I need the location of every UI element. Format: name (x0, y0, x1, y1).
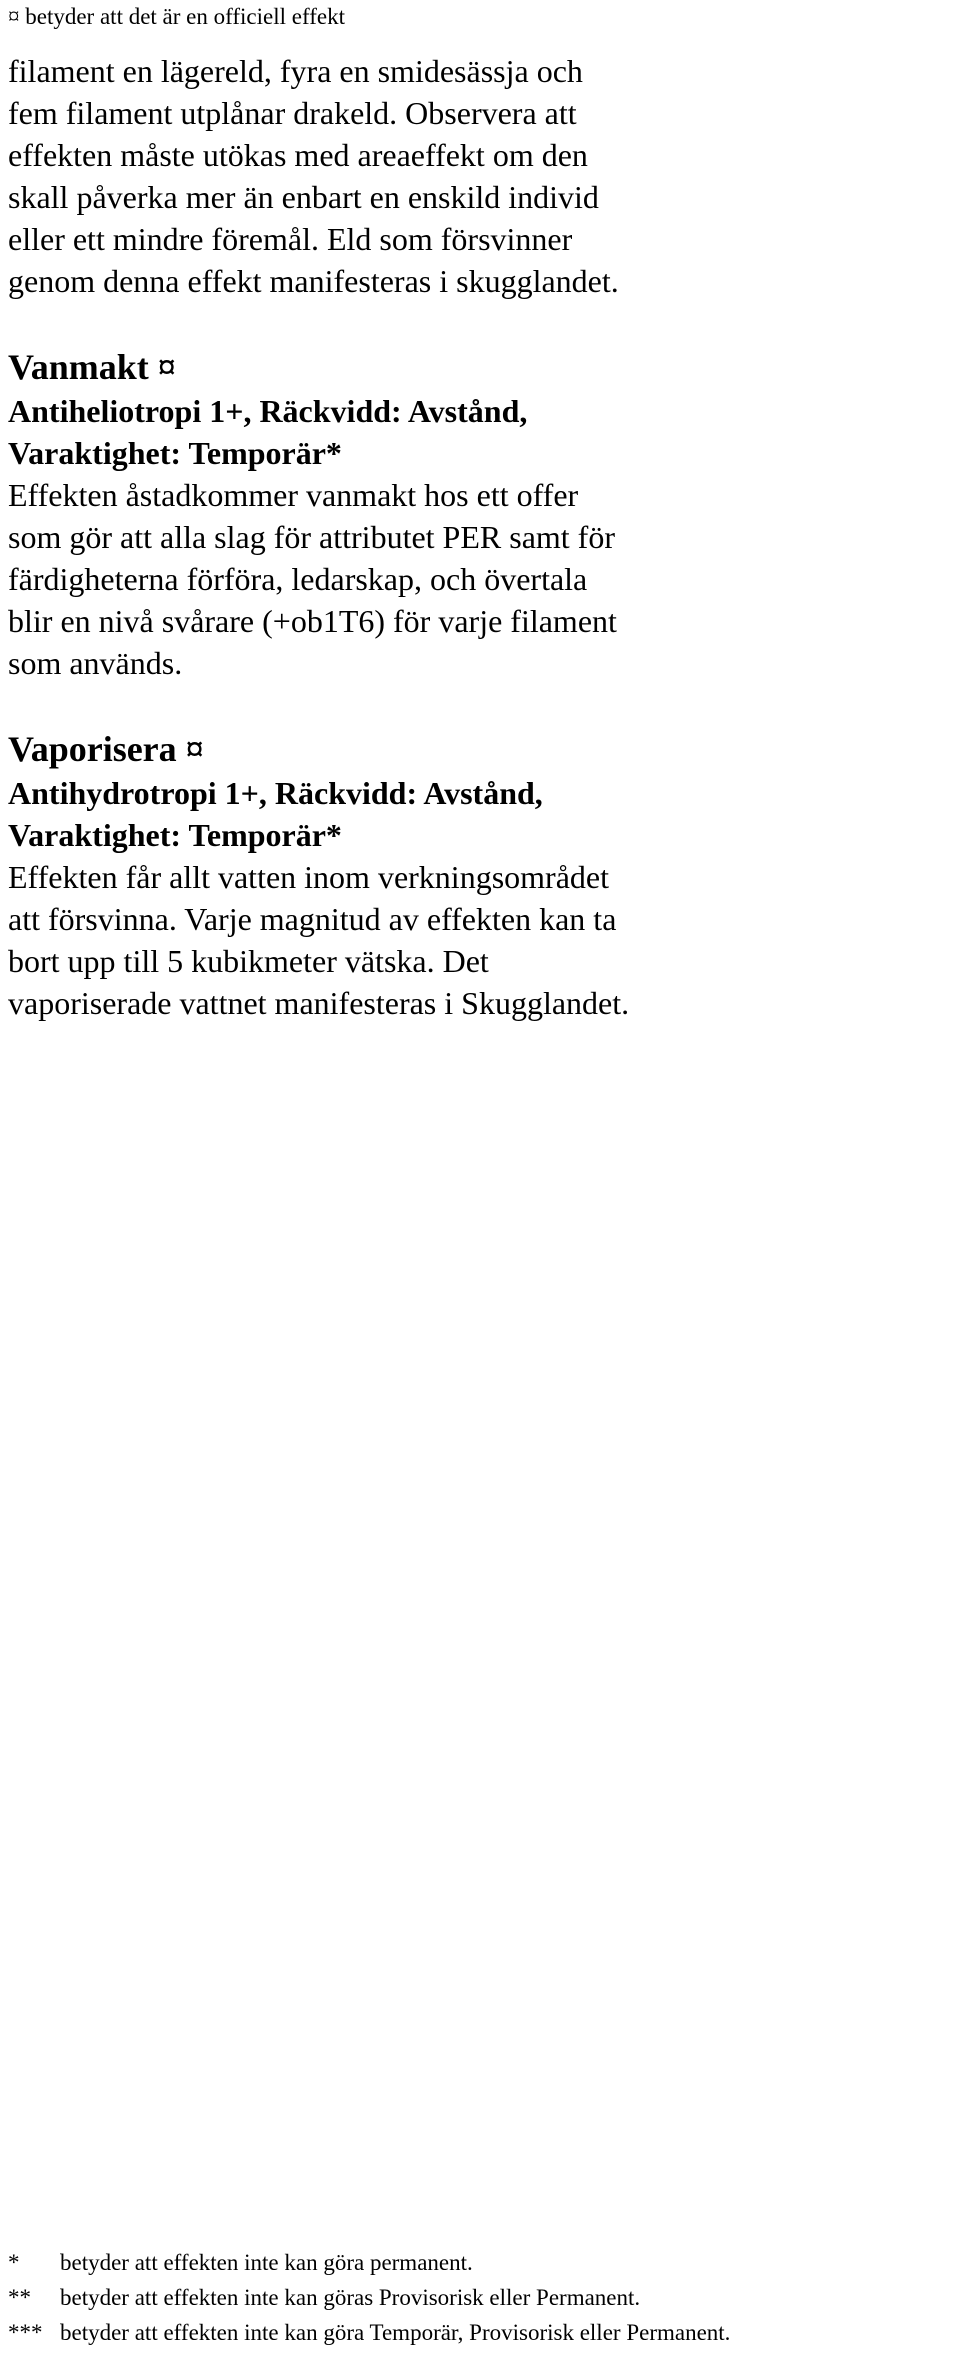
intro-line: effekten måste utökas med areaeffekt om den (8, 137, 588, 173)
section-body-line: att försvinna. Varje magnitud av effekten kan ta (8, 901, 617, 937)
section-body-line: färdigheterna förföra, ledarskap, och övertala (8, 561, 588, 597)
intro-line: eller ett mindre föremål. Eld som försvinner (8, 221, 573, 257)
section-meta-line: Antiheliotropi 1+, Räckvidd: Avstånd, (8, 393, 528, 429)
section-vanmakt (8, 344, 708, 684)
footnote-text: betyder att effekten inte kan göra permanent. (60, 2250, 473, 2275)
official-effect-note: ¤ betyder att det är en officiell effekt (8, 4, 345, 29)
footnote (8, 2315, 730, 2350)
intro-line: fem filament utplånar drakeld. Observera att (8, 95, 577, 131)
footnote (8, 2245, 730, 2280)
footnote-text: betyder att effekten inte kan göras Provisorisk eller Permanent. (60, 2285, 641, 2310)
section-vaporisera (8, 726, 708, 1024)
section-title: Vaporisera ¤ (8, 729, 204, 769)
footnote-marker: *** (8, 2320, 43, 2345)
section-body-line: som gör att alla slag för attributet PER samt för (8, 519, 615, 555)
section-body-line: Effekten åstadkommer vanmakt hos ett offer (8, 477, 579, 513)
section-title: Vanmakt ¤ (8, 347, 176, 387)
section-body-line: Effekten får allt vatten inom verkningsområdet (8, 859, 609, 895)
section-body-line: som används. (8, 645, 183, 681)
section-meta-line: Antihydrotropi 1+, Räckvidd: Avstånd, (8, 775, 543, 811)
section-meta-line: Varaktighet: Temporär* (8, 817, 342, 853)
intro-paragraph (8, 50, 708, 302)
footnote-text: betyder att effekten inte kan göra Temporär, Provisorisk eller Permanent. (60, 2320, 731, 2345)
intro-line: genom denna effekt manifesteras i skugglandet. (8, 263, 619, 299)
section-body-line: vaporiserade vattnet manifesteras i Skugglandet. (8, 985, 630, 1021)
footnotes (8, 2245, 730, 2350)
section-body-line: bort upp till 5 kubikmeter vätska. Det (8, 943, 489, 979)
footnote (8, 2280, 730, 2315)
section-body-line: blir en nivå svårare (+ob1T6) för varje filament (8, 603, 617, 639)
footnote-marker: * (8, 2250, 20, 2275)
section-meta-line: Varaktighet: Temporär* (8, 435, 342, 471)
footnote-marker: ** (8, 2285, 31, 2310)
document-body (8, 50, 708, 1024)
intro-line: filament en lägereld, fyra en smidesässja och (8, 53, 583, 89)
intro-line: skall påverka mer än enbart en enskild individ (8, 179, 599, 215)
